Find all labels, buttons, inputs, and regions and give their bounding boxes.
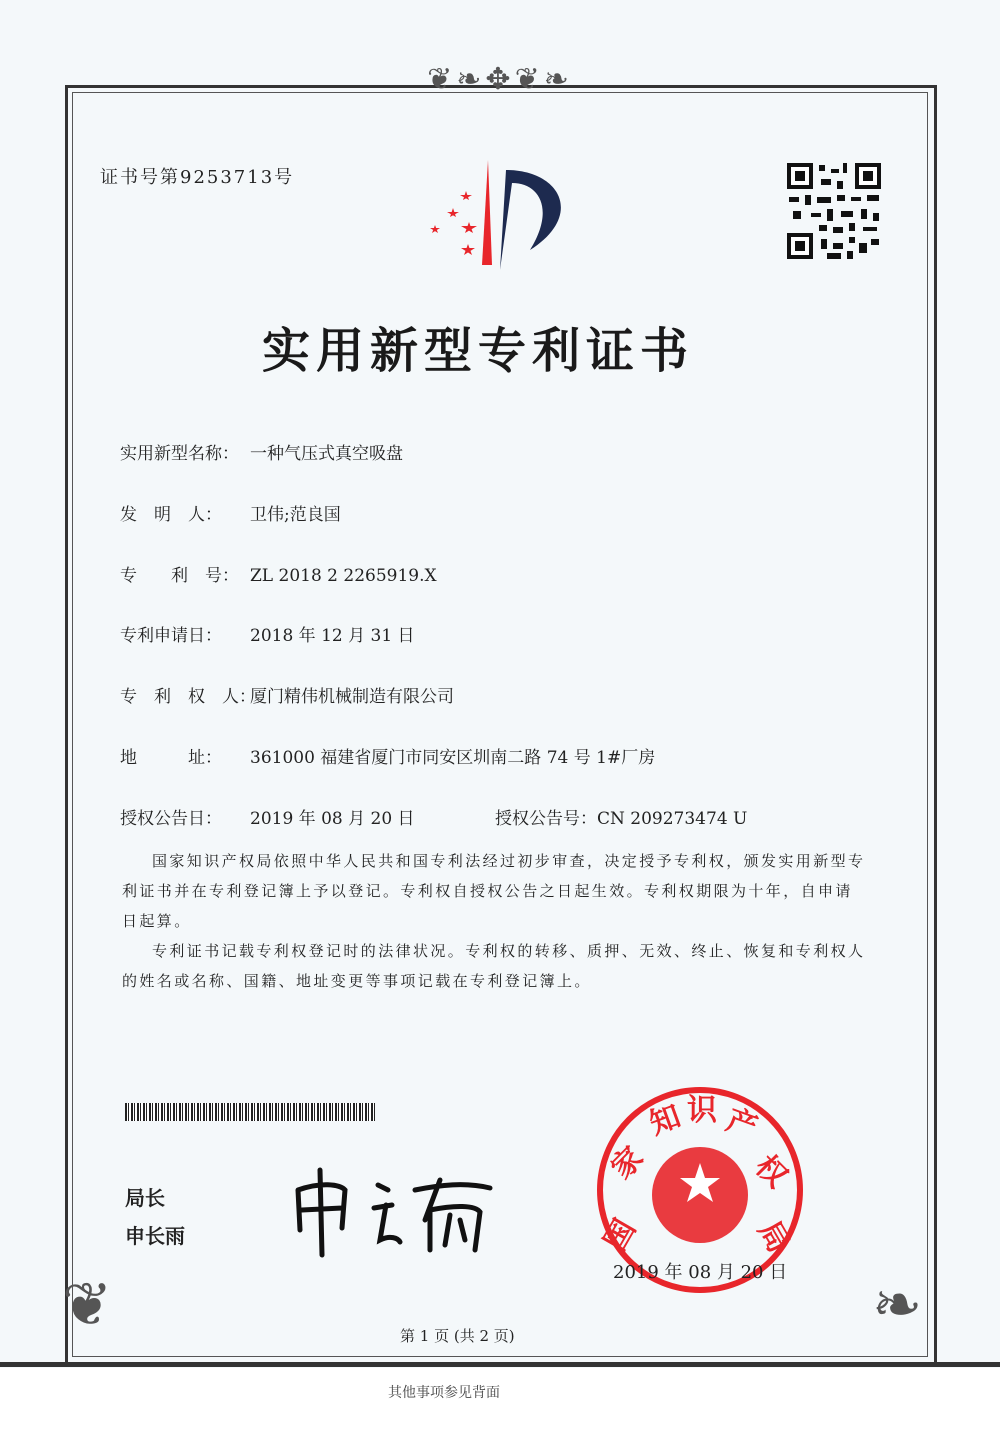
barcode	[125, 1103, 375, 1121]
seal-date: 2019 年 08 月 20 日	[613, 1262, 788, 1283]
back-note: 其他事项参见背面	[388, 1385, 500, 1401]
corner-ornament-left: ❦	[62, 1270, 113, 1340]
signatory-title: 局长	[125, 1186, 165, 1210]
field-inventors: 发 明 人： 卫伟;范良国	[120, 505, 341, 525]
bottom-divider	[0, 1362, 1000, 1367]
field-patent-number: 专 利 号： ZL 2018 2 2265919.X	[120, 566, 437, 586]
svg-text:权: 权	[748, 1148, 795, 1195]
svg-text:识: 识	[687, 1093, 717, 1128]
certificate-title: 实用新型专利证书	[262, 323, 695, 379]
svg-text:知: 知	[645, 1098, 686, 1143]
signatory-name: 申长雨	[125, 1224, 185, 1248]
body-paragraph: 国家知识产权局依照中华人民共和国专利法经过初步审查，决定授予专利权，颁发实用新型专利证书并在专利登记簿上予以登记。专利权自授权公告之日起生效。专利权期限为十年，自申请日起算。	[122, 852, 866, 930]
svg-text:产: 产	[721, 1102, 762, 1146]
top-ornament: ❦❧✥❦❧	[427, 62, 573, 97]
field-utility-model-name: 实用新型名称： 一种气压式真空吸盘	[120, 444, 403, 464]
page-number: 第 1 页 (共 2 页)	[400, 1327, 515, 1345]
certificate-number: 证书号第9253713号	[100, 167, 295, 188]
body-paragraph: 专利证书记载专利权登记时的法律状况。专利权的转移、质押、无效、终止、恢复和专利权人的姓名或名称、国籍、地址变更等事项记载在专利登记簿上。	[122, 942, 866, 990]
certificate-body	[122, 846, 867, 996]
field-patentee: 专 利 权 人：厦门精伟机械制造有限公司	[120, 687, 454, 707]
svg-text:家: 家	[604, 1140, 651, 1187]
field-address: 地 址： 361000 福建省厦门市同安区圳南二路 74 号 1#厂房	[120, 748, 656, 768]
field-announcement-number: 授权公告号：CN 209273474 U	[495, 809, 748, 829]
handwritten-signature	[290, 1160, 500, 1260]
svg-text:国: 国	[597, 1213, 644, 1257]
svg-text:局: 局	[750, 1215, 797, 1259]
field-application-date: 专利申请日： 2018 年 12 月 31 日	[120, 626, 415, 646]
corner-ornament-right: ❧	[872, 1270, 923, 1340]
qr-code	[787, 163, 881, 259]
field-grant-date: 授权公告日： 2019 年 08 月 20 日	[120, 809, 415, 829]
patent-office-logo	[420, 155, 570, 275]
